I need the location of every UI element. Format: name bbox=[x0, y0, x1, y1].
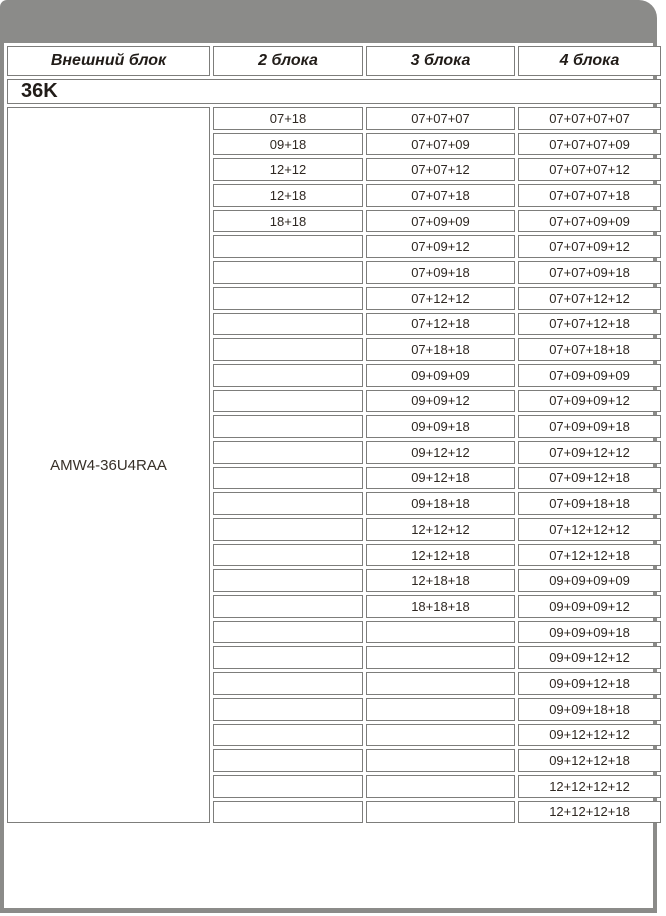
combo-2-blocks-cell bbox=[213, 235, 363, 258]
combo-3-blocks-cell bbox=[366, 724, 515, 747]
combo-3-blocks-cell: 07+07+12 bbox=[366, 158, 515, 181]
combo-4-blocks-cell: 07+09+12+18 bbox=[518, 467, 661, 490]
combo-2-blocks-cell bbox=[213, 698, 363, 721]
combo-3-blocks-cell: 18+18+18 bbox=[366, 595, 515, 618]
combo-2-blocks-cell: 12+12 bbox=[213, 158, 363, 181]
combo-3-blocks-cell: 09+09+09 bbox=[366, 364, 515, 387]
combo-4-blocks-cell: 07+07+07+12 bbox=[518, 158, 661, 181]
combo-3-blocks-cell: 12+18+18 bbox=[366, 569, 515, 592]
combo-2-blocks-cell bbox=[213, 287, 363, 310]
combo-4-blocks-cell: 09+12+12+12 bbox=[518, 724, 661, 747]
combo-2-blocks-cell bbox=[213, 801, 363, 824]
combo-2-blocks-cell bbox=[213, 467, 363, 490]
combo-2-blocks-cell bbox=[213, 775, 363, 798]
combo-3-blocks-cell: 09+12+18 bbox=[366, 467, 515, 490]
combo-4-blocks-cell: 09+09+09+12 bbox=[518, 595, 661, 618]
combo-2-blocks-cell bbox=[213, 338, 363, 361]
table-body bbox=[7, 79, 661, 823]
outdoor-unit-model: AMW4-36U4RAA bbox=[7, 107, 210, 823]
combo-3-blocks-cell: 07+09+09 bbox=[366, 210, 515, 233]
combo-3-blocks-cell bbox=[366, 698, 515, 721]
combo-4-blocks-cell: 12+12+12+12 bbox=[518, 775, 661, 798]
combo-3-blocks-cell bbox=[366, 801, 515, 824]
combo-2-blocks-cell bbox=[213, 441, 363, 464]
combo-3-blocks-cell: 07+18+18 bbox=[366, 338, 515, 361]
combo-2-blocks-cell bbox=[213, 415, 363, 438]
combo-4-blocks-cell: 07+09+09+09 bbox=[518, 364, 661, 387]
combo-2-blocks-cell: 12+18 bbox=[213, 184, 363, 207]
combo-2-blocks-cell bbox=[213, 724, 363, 747]
combo-4-blocks-cell: 07+09+09+12 bbox=[518, 390, 661, 413]
combo-4-blocks-cell: 07+07+09+09 bbox=[518, 210, 661, 233]
combo-3-blocks-cell: 07+07+18 bbox=[366, 184, 515, 207]
column-header-3-blocks: 3 блока bbox=[366, 46, 515, 76]
combo-2-blocks-cell bbox=[213, 544, 363, 567]
combo-3-blocks-cell: 07+09+12 bbox=[366, 235, 515, 258]
table-row bbox=[7, 107, 661, 130]
combo-2-blocks-cell bbox=[213, 621, 363, 644]
combo-3-blocks-cell: 07+09+18 bbox=[366, 261, 515, 284]
combo-3-blocks-cell: 07+07+07 bbox=[366, 107, 515, 130]
table-frame bbox=[0, 43, 657, 913]
combo-2-blocks-cell bbox=[213, 492, 363, 515]
combo-2-blocks-cell bbox=[213, 261, 363, 284]
combo-3-blocks-cell bbox=[366, 646, 515, 669]
combo-4-blocks-cell: 09+09+09+18 bbox=[518, 621, 661, 644]
combo-3-blocks-cell: 12+12+18 bbox=[366, 544, 515, 567]
combo-4-blocks-cell: 07+07+07+18 bbox=[518, 184, 661, 207]
combo-3-blocks-cell bbox=[366, 621, 515, 644]
combo-2-blocks-cell bbox=[213, 313, 363, 336]
header-row bbox=[7, 46, 661, 76]
capacity-group-label: 36K bbox=[7, 79, 661, 104]
combo-3-blocks-cell: 12+12+12 bbox=[366, 518, 515, 541]
combo-3-blocks-cell: 07+12+18 bbox=[366, 313, 515, 336]
combo-2-blocks-cell bbox=[213, 595, 363, 618]
combo-4-blocks-cell: 07+09+09+18 bbox=[518, 415, 661, 438]
combo-3-blocks-cell: 09+09+12 bbox=[366, 390, 515, 413]
combination-table bbox=[4, 43, 664, 826]
column-header-4-blocks: 4 блока bbox=[518, 46, 661, 76]
combo-4-blocks-cell: 09+09+09+09 bbox=[518, 569, 661, 592]
combo-4-blocks-cell: 07+07+12+18 bbox=[518, 313, 661, 336]
combo-4-blocks-cell: 07+07+12+12 bbox=[518, 287, 661, 310]
combo-3-blocks-cell: 09+09+18 bbox=[366, 415, 515, 438]
combo-3-blocks-cell: 07+12+12 bbox=[366, 287, 515, 310]
combo-4-blocks-cell: 07+07+09+18 bbox=[518, 261, 661, 284]
combo-4-blocks-cell: 07+07+18+18 bbox=[518, 338, 661, 361]
combo-4-blocks-cell: 07+12+12+12 bbox=[518, 518, 661, 541]
combo-4-blocks-cell: 07+07+09+12 bbox=[518, 235, 661, 258]
combo-2-blocks-cell bbox=[213, 749, 363, 772]
combo-4-blocks-cell: 07+09+12+12 bbox=[518, 441, 661, 464]
combo-4-blocks-cell: 09+09+18+18 bbox=[518, 698, 661, 721]
combo-3-blocks-cell: 07+07+09 bbox=[366, 133, 515, 156]
column-header-outdoor-unit: Внешний блок bbox=[7, 46, 210, 76]
combo-3-blocks-cell bbox=[366, 775, 515, 798]
combo-2-blocks-cell bbox=[213, 646, 363, 669]
header-band bbox=[0, 0, 657, 43]
combo-2-blocks-cell bbox=[213, 518, 363, 541]
combo-4-blocks-cell: 07+07+07+07 bbox=[518, 107, 661, 130]
combo-2-blocks-cell bbox=[213, 672, 363, 695]
combo-4-blocks-cell: 07+09+18+18 bbox=[518, 492, 661, 515]
combo-2-blocks-cell: 07+18 bbox=[213, 107, 363, 130]
combo-2-blocks-cell: 09+18 bbox=[213, 133, 363, 156]
combo-4-blocks-cell: 09+12+12+18 bbox=[518, 749, 661, 772]
group-row bbox=[7, 79, 661, 104]
combo-4-blocks-cell: 09+09+12+18 bbox=[518, 672, 661, 695]
combo-3-blocks-cell: 09+12+12 bbox=[366, 441, 515, 464]
column-header-2-blocks: 2 блока bbox=[213, 46, 363, 76]
combo-3-blocks-cell: 09+18+18 bbox=[366, 492, 515, 515]
combo-4-blocks-cell: 09+09+12+12 bbox=[518, 646, 661, 669]
combo-2-blocks-cell: 18+18 bbox=[213, 210, 363, 233]
combo-2-blocks-cell bbox=[213, 364, 363, 387]
combo-3-blocks-cell bbox=[366, 749, 515, 772]
combo-2-blocks-cell bbox=[213, 390, 363, 413]
combo-2-blocks-cell bbox=[213, 569, 363, 592]
combo-3-blocks-cell bbox=[366, 672, 515, 695]
combo-4-blocks-cell: 07+12+12+18 bbox=[518, 544, 661, 567]
combo-4-blocks-cell: 12+12+12+18 bbox=[518, 801, 661, 824]
combo-4-blocks-cell: 07+07+07+09 bbox=[518, 133, 661, 156]
